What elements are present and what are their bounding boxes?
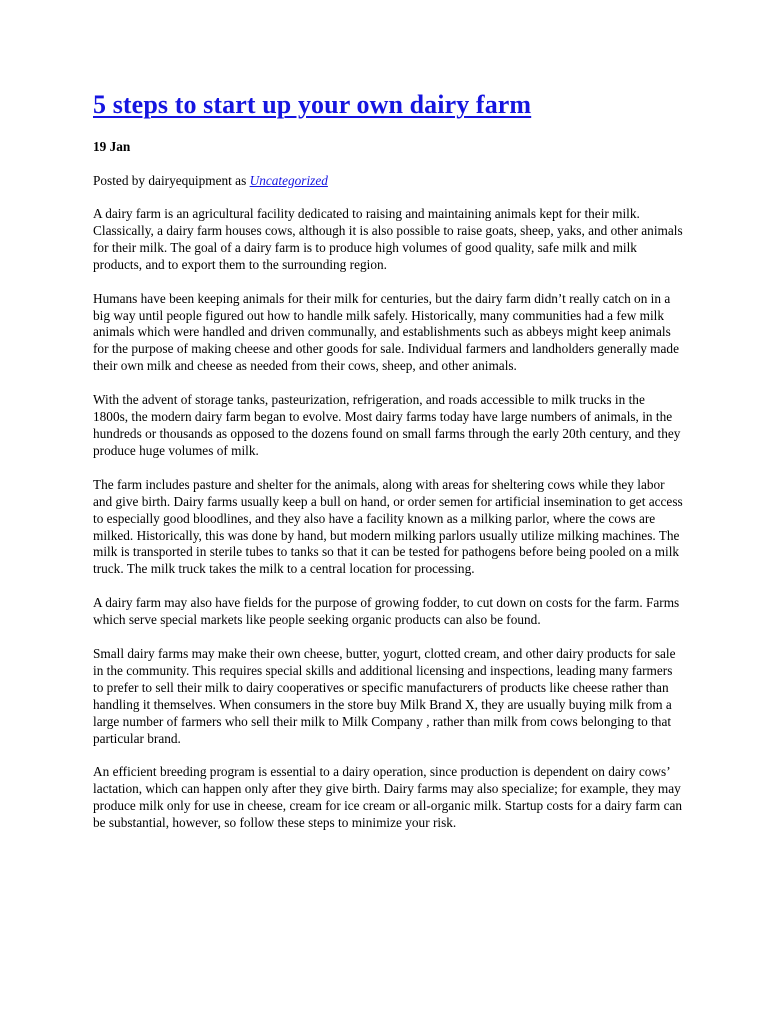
- paragraph: The farm includes pasture and shelter for the animals, along with areas for sheltering cows while they labor and give birth. Dairy farms usually keep a bull on hand, or order semen for artificial insemination to get access to especially good bloodlines, and they also have a facility known as a milking parlor, where the cows are milked. Historically, this was done by hand, but modern milking parlors usually utilize milking machines. The milk is transported in sterile tubes to tanks so that it can be tested for pathogens before being pooled on a milk truck. The milk truck takes the milk to a central location for processing.: [93, 476, 683, 577]
- paragraph: An efficient breeding program is essential to a dairy operation, since production is dependent on dairy cows’ lactation, which can happen only after they give birth. Dairy farms may also specialize; for example, they may produce milk only for use in cheese, cream for ice cream or all-organic milk. Startup costs for a dairy farm can be substantial, however, so follow these steps to minimize your risk.: [93, 764, 683, 831]
- paragraph: A dairy farm may also have fields for the purpose of growing fodder, to cut down on costs for the farm. Farms which serve special markets like people seeking organic products can also be found.: [93, 595, 680, 628]
- post-title: [93, 88, 683, 122]
- category-link[interactable]: Uncategorized: [249, 173, 328, 188]
- blog-post: [93, 88, 683, 832]
- post-body: [93, 206, 683, 832]
- byline-text: Posted by dairyequipment as: [93, 173, 247, 188]
- paragraph: Humans have been keeping animals for their milk for centuries, but the dairy farm didn’t really catch on in a big way until people figured out how to handle milk safely. Historically, many communities had a few milk animals which were handled and driven communally, and establishments such as abbeys might keep animals for the purpose of making cheese and other goods for sale. Individual farmers and landholders generally made their own milk and cheese as needed from their cows, sheep, and other animals.: [93, 290, 679, 374]
- paragraph: With the advent of storage tanks, pasteurization, refrigeration, and roads accessible to milk trucks in the 1800s, the modern dairy farm began to evolve. Most dairy farms today have large numbers of animals, in the hundreds or thousands as opposed to the dozens found on small farms through the early 20th century, and they produce huge volumes of milk.: [93, 392, 681, 458]
- paragraph: Small dairy farms may make their own cheese, butter, yogurt, clotted cream, and other dairy products for sale in the community. This requires special skills and additional licensing and inspections, leading many farmers to prefer to sell their milk to dairy cooperatives or specific manufacturers of products like cheese rather than handling it themselves. When consumers in the store buy Milk Brand X, they are usually buying milk from a large number of farmers who sell their milk to Milk Company , rather than milk from cows belonging to that particular brand.: [93, 646, 676, 746]
- paragraph: A dairy farm is an agricultural facility dedicated to raising and maintaining animals kept for their milk. Classically, a dairy farm houses cows, although it is also possible to raise goats, sheep, yaks, and other animals for their milk. The goal of a dairy farm is to produce high volumes of good quality, safe milk and milk products, and to export them to the surrounding region.: [93, 206, 683, 272]
- post-title-link[interactable]: 5 steps to start up your own dairy farm: [93, 90, 532, 119]
- post-byline: [93, 172, 683, 189]
- post-date: 19 Jan: [93, 139, 131, 154]
